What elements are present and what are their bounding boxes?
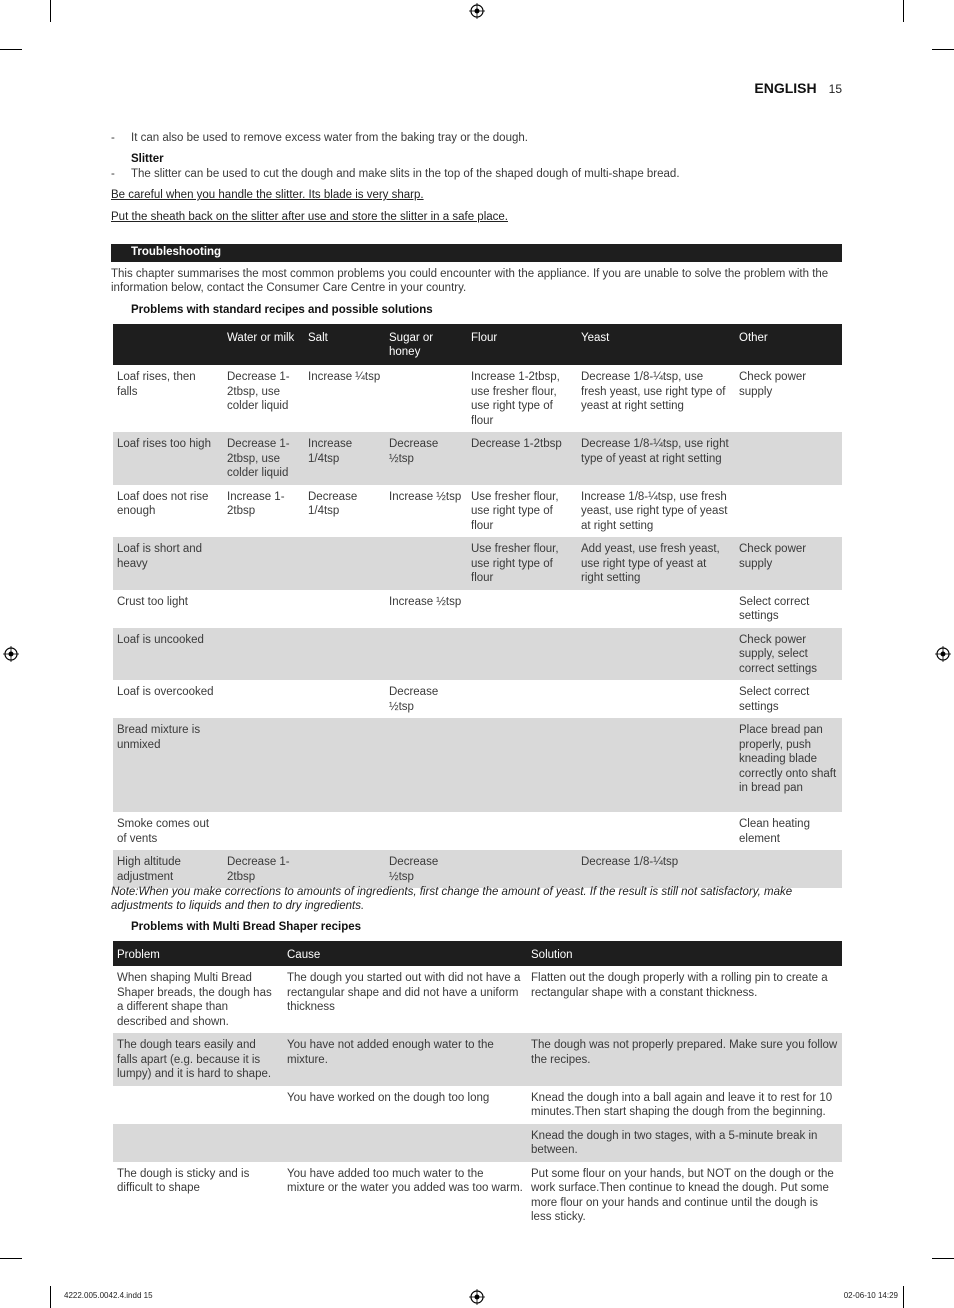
table-cell: Decrease 1/4tsp [308,490,358,517]
table-row [113,590,842,628]
table-cell: Decrease ½tsp [389,686,439,713]
table-cell: Decrease 1/8-¼tsp [577,850,735,888]
column-header [113,324,223,365]
crop-mark [50,0,51,22]
table-cell: Loaf rises too high [113,432,223,485]
table-cell: Place bread pan properly, push kneading blade correctly onto shaft in bread pan [735,718,842,812]
table-cell: Decrease 1-2tbsp, use colder liquid [227,371,290,412]
table-cell: Check power supply, select correct settings [735,628,842,681]
table-cell [467,812,577,850]
table-cell: Check power supply [735,537,842,590]
table-cell: Decrease 1/8-¼tsp, use right type of yeast at right setting [577,432,735,485]
table-cell: Decrease 1-2tbsp [467,432,577,485]
table-cell: Loaf is short and heavy [113,537,223,590]
table-cell [735,485,842,538]
table-cell: The dough you started out with did not have a rectangular shape and did not have a uniform thickness [287,972,521,1013]
table-cell: Increase 1-2tbsp [227,490,285,517]
table-row [113,966,842,1033]
column-header: Salt [304,324,385,365]
standard-recipes-table [113,324,842,888]
table-cell: Use fresher flour, use right type of flour [467,537,577,590]
table-header-row [113,941,842,966]
footer-file-label: 4222.005.0042.4.indd 15 [64,1291,153,1300]
table-cell: Check power supply [739,371,807,398]
table-cell: When shaping Multi Bread Shaper breads, the dough has a different shape than described and shown. [117,972,272,1028]
table-cell [577,680,735,718]
table-cell [735,432,842,485]
column-header: Sugar or honey [385,324,467,365]
table-cell [577,628,735,681]
footer-date-label: 02-06-10 14:29 [843,1291,898,1300]
table-cell: Bread mixture is unmixed [113,718,223,812]
crop-mark [903,1286,904,1308]
table-cell [467,850,577,888]
table-cell: The dough tears easily and falls apart (e.g. because it is lumpy) and it is hard to shape. [113,1033,283,1086]
table-row [113,432,842,485]
page-header [754,80,842,96]
troubleshooting-intro: This chapter summarises the most common problems you could encounter with the appliance. If you are unable to solve the problem with the information below, contact the Consumer Care Centre in your country. [111,268,829,294]
column-header: Yeast [577,324,735,365]
table-cell [385,812,467,850]
table-cell [385,718,467,812]
table-cell: Decrease ½tsp [385,432,467,485]
table1-title: Problems with standard recipes and possible solutions [131,304,433,316]
table-cell: Increase 1-2tbsp, use fresher flour, use right type of flour [471,371,560,427]
crop-mark [932,1258,954,1259]
table-cell [304,718,385,812]
note: Note:When you make corrections to amounts of ingredients, first change the amount of yeast. If the result is still not satisfactory, make adjustments to liquids and then to dry ingredients. [111,886,793,912]
table-cell: Increase 1/8-¼tsp, use fresh yeast, use right type of yeast at right setting [581,490,728,532]
table-cell: Knead the dough in two stages, with a 5-minute break in between. [527,1124,842,1162]
table-cell [223,718,304,812]
table-row [113,628,842,681]
table-row [113,680,842,718]
table-cell: Use fresher flour, use right type of flour [471,490,559,532]
table-cell [385,365,467,432]
table-row [113,1124,842,1162]
crop-mark [932,49,954,50]
table-cell: Increase ½tsp [389,490,462,503]
table-cell [304,680,385,718]
registration-mark-icon [469,3,485,19]
registration-mark-icon [469,1289,485,1305]
slitter-warning: Be careful when you handle the slitter. Its blade is very sharp. [111,189,424,201]
section-title: Troubleshooting [131,246,222,258]
section-title-bar [111,244,842,262]
table-cell [467,680,577,718]
table-row [113,365,842,432]
table-row [113,718,842,812]
table-cell [577,590,735,628]
table-cell [467,590,577,628]
table-cell [304,537,385,590]
table-cell [304,590,385,628]
table-cell: Increase ½tsp [389,595,462,608]
table-cell [223,537,304,590]
table-cell [304,850,385,888]
column-header: Other [735,324,842,365]
page-number: 15 [828,82,842,96]
table2-title: Problems with Multi Bread Shaper recipes [131,921,362,933]
slitter-bullet: - The slitter can be used to cut the dough and make slits in the top of the shaped dough of multi-shape bread. [111,168,680,180]
table-cell [385,628,467,681]
table-cell: Put some flour on your hands, but NOT on the dough or the work surface.Then continue to knead the dough. Put some more flour on your hands and continue until the dough is less sticky. [531,1167,834,1223]
table-row [113,1033,842,1086]
table-cell: Loaf rises, then falls [117,371,196,398]
table-cell: Increase 1/4tsp [304,432,385,485]
column-header: Problem [113,941,283,966]
table-row [113,1086,842,1124]
crop-mark [0,49,22,50]
table-cell [223,680,304,718]
table-row [113,850,842,888]
crop-mark [0,1258,22,1259]
table-row [113,1162,842,1229]
table-cell: Loaf is overcooked [117,686,214,698]
table-cell [735,850,842,888]
table-cell [385,537,467,590]
table-row [113,485,842,538]
column-header: Solution [527,941,842,966]
table-header-row [113,324,842,365]
table-cell: The dough was not properly prepared. Make sure you follow the recipes. [527,1033,842,1086]
table-cell [304,628,385,681]
table-cell: You have worked on the dough too long [287,1091,490,1104]
table-cell [283,1124,527,1162]
table-cell [113,1124,283,1162]
table-cell: Flatten out the dough properly with a rolling pin to create a rectangular shape with a constant thickness. [531,972,828,999]
table-cell: Decrease ½tsp [385,850,467,888]
table-cell: Loaf does not rise enough [117,490,209,517]
table-cell: Clean heating element [739,818,810,845]
table-cell [223,628,304,681]
table-cell: You have added too much water to the mixture or the water you added was too warm. [287,1167,523,1194]
table-row [113,812,842,850]
language-label: ENGLISH [754,80,817,96]
crop-mark [50,1286,51,1308]
table-cell: High altitude adjustment [113,850,223,888]
table-cell [113,1086,283,1124]
table-cell: Increase ¼tsp [308,371,381,383]
column-header: Cause [283,941,527,966]
registration-mark-icon [935,646,951,662]
slitter-title: Slitter [131,153,164,165]
table-cell: Add yeast, use fresh yeast, use right type of yeast at right setting [577,537,735,590]
table-row [113,537,842,590]
column-header: Flour [467,324,577,365]
table-cell [223,590,304,628]
table-cell: Decrease 1-2tbsp [223,850,304,888]
registration-mark-icon [3,646,19,662]
table-cell [304,812,385,850]
table-cell: Decrease 1/8-¼tsp, use fresh yeast, use right type of yeast at right setting [581,371,726,412]
table-cell: Select correct settings [739,595,810,622]
table-cell: Select correct settings [739,686,810,713]
slitter-warning: Put the sheath back on the slitter after use and store the slitter in a safe place. [111,211,508,223]
table-cell: Loaf is uncooked [113,628,223,681]
table-cell [577,718,735,812]
table-cell [577,812,735,850]
table-cell: Smoke comes out of vents [117,818,210,845]
table-cell [467,718,577,812]
shaper-recipes-table [113,941,842,1229]
table-cell: Decrease 1-2tbsp, use colder liquid [223,432,304,485]
table-cell: You have not added enough water to the mixture. [283,1033,527,1086]
table-cell: Knead the dough into a ball again and leave it to rest for 10 minutes.Then start shaping the dough from the beginning. [531,1091,833,1118]
table-cell: Crust too light [117,595,188,608]
table-cell [467,628,577,681]
crop-mark [903,0,904,22]
column-header: Water or milk [223,324,304,365]
intro-bullet: - It can also be used to remove excess water from the baking tray or the dough. [111,132,528,144]
table-cell [223,812,304,850]
table-cell: The dough is sticky and is difficult to shape [117,1167,250,1194]
